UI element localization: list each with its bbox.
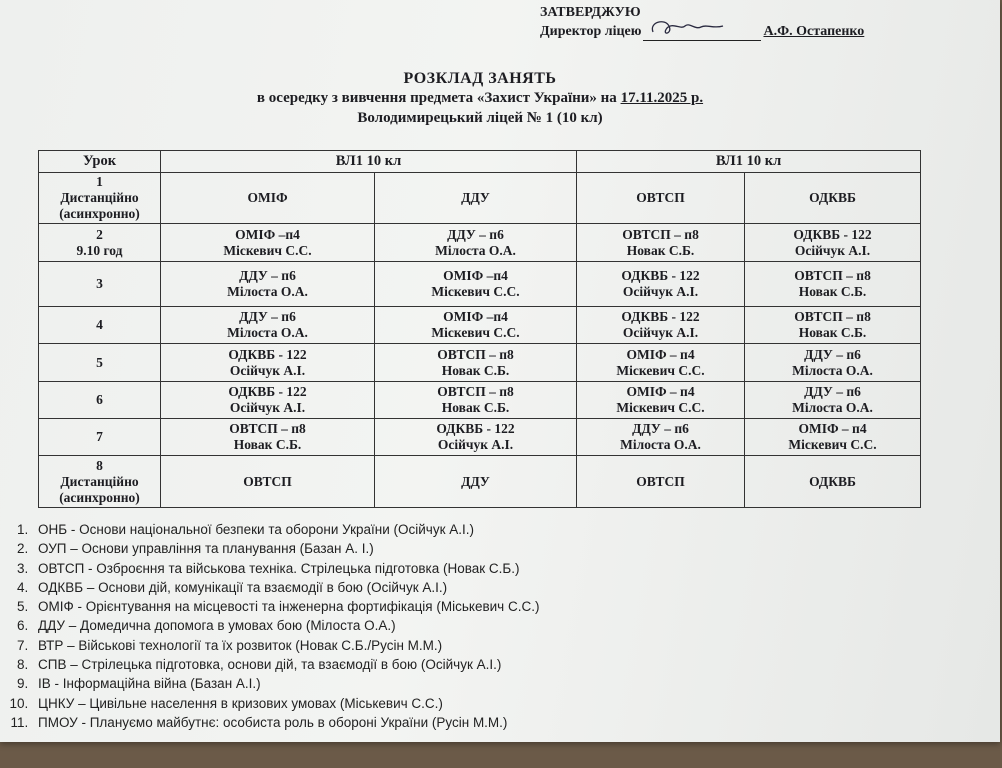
schedule-cell bbox=[161, 224, 375, 261]
subject-label: ОДКВБ bbox=[809, 473, 856, 489]
schedule-cell bbox=[375, 224, 577, 261]
legend-item: 6. ДДУ – Домедична допомога в умовах бою (Мілоста О.А.) bbox=[32, 616, 539, 635]
teacher-label: Новак С.Б. bbox=[233, 437, 302, 453]
schedule-cell bbox=[745, 456, 921, 508]
subject-label: ОМІФ – п4 bbox=[798, 421, 867, 437]
legend-item: 8. СПВ – Стрілецька підготовка, основи дій, та взаємодії в бою (Осійчук А.І.) bbox=[32, 655, 539, 674]
lesson-cell bbox=[39, 224, 161, 261]
schedule-table bbox=[38, 150, 921, 508]
subject-label: ОМІФ bbox=[247, 190, 288, 206]
schedule-cell bbox=[745, 307, 921, 344]
subject-label: ОВТСП – п8 bbox=[794, 309, 871, 325]
legend-item: 5. ОМІФ - Орієнтування на місцевості та інженерна фортифікація (Міськевич С.С.) bbox=[32, 597, 539, 616]
schedule-cell bbox=[161, 344, 375, 381]
schedule-cell bbox=[577, 381, 745, 418]
schedule-cell bbox=[745, 381, 921, 418]
table-row bbox=[39, 172, 921, 224]
teacher-label: Осійчук А.І. bbox=[229, 362, 306, 378]
teacher-label: Новак С.Б. bbox=[798, 283, 867, 299]
schedule-cell bbox=[375, 456, 577, 508]
subject-label: ДДУ – п6 bbox=[447, 226, 504, 242]
subject-label: ОДКВБ - 122 bbox=[621, 267, 700, 283]
subject-label: ОВТСП – п8 bbox=[437, 346, 514, 362]
schedule-cell bbox=[745, 418, 921, 455]
lesson-label: Дистанційно bbox=[60, 190, 139, 206]
table-row bbox=[39, 418, 921, 455]
school-name: Володимирецький ліцей № 1 (10 кл) bbox=[357, 110, 603, 126]
lesson-label: 8 bbox=[96, 457, 103, 473]
legend-item: 11. ПМОУ - Плануємо майбутнє: особиста роль в обороні України (Русін М.М.) bbox=[32, 713, 539, 732]
schedule-cell bbox=[577, 261, 745, 307]
teacher-label: Міскевич С.С. bbox=[616, 362, 705, 378]
approval-position: Директор ліцею bbox=[540, 24, 642, 39]
lesson-cell bbox=[39, 344, 161, 381]
lesson-label: 9.10 год bbox=[76, 242, 123, 258]
legend-item: 9. ІВ - Інформаційна війна (Базан А.І.) bbox=[32, 674, 539, 693]
table-row bbox=[39, 224, 921, 261]
subject-label: ДДУ – п6 bbox=[632, 421, 689, 437]
lesson-cell bbox=[39, 172, 161, 224]
legend-item: 2. ОУП – Основи управління та планування (Базан А. І.) bbox=[32, 539, 539, 558]
table-row bbox=[39, 381, 921, 418]
schedule-cell bbox=[161, 418, 375, 455]
subject-label: ОВТСП – п8 bbox=[437, 383, 514, 399]
subject-label: ОДКВБ - 122 bbox=[793, 226, 872, 242]
schedule-cell bbox=[577, 344, 745, 381]
subject-label: ОВТСП bbox=[243, 473, 292, 489]
col-header-group-b: ВЛ1 10 кл bbox=[577, 151, 921, 173]
subject-label: ОВТСП bbox=[636, 190, 685, 206]
approval-title: ЗАТВЕРДЖУЮ bbox=[540, 5, 641, 20]
teacher-label: Міскевич С.С. bbox=[788, 437, 877, 453]
subject-label: ОВТСП – п8 bbox=[622, 226, 699, 242]
teacher-label: Мілоста О.А. bbox=[792, 362, 873, 378]
lesson-label: 7 bbox=[96, 429, 103, 445]
teacher-label: Міскевич С.С. bbox=[431, 325, 520, 341]
teacher-label: Мілоста О.А. bbox=[620, 437, 701, 453]
lesson-cell bbox=[39, 456, 161, 508]
lesson-label: 5 bbox=[96, 354, 103, 370]
table-row bbox=[39, 456, 921, 508]
lesson-label: 4 bbox=[96, 317, 103, 333]
teacher-label: Осійчук А.І. bbox=[794, 242, 871, 258]
table-row bbox=[39, 261, 921, 307]
teacher-label: Мілоста О.А. bbox=[792, 399, 873, 415]
subject-label: ДДУ – п6 bbox=[804, 346, 861, 362]
subject-label: ОМІФ –п4 bbox=[235, 226, 300, 242]
subject-label: ОДКВБ - 122 bbox=[228, 383, 307, 399]
signature-scribble-icon bbox=[647, 16, 727, 38]
table-row bbox=[39, 344, 921, 381]
schedule-cell bbox=[161, 261, 375, 307]
subject-label: ОМІФ – п4 bbox=[626, 346, 695, 362]
lesson-cell bbox=[39, 307, 161, 344]
schedule-cell bbox=[161, 307, 375, 344]
teacher-label: Новак С.Б. bbox=[441, 399, 510, 415]
schedule-cell bbox=[375, 381, 577, 418]
subject-label: ОВТСП – п8 bbox=[229, 421, 306, 437]
signature bbox=[643, 22, 761, 41]
teacher-label: Міскевич С.С. bbox=[616, 399, 705, 415]
subject-label: ДДУ bbox=[461, 190, 490, 206]
schedule-cell bbox=[577, 418, 745, 455]
director-name: А.Ф. Остапенко bbox=[763, 24, 865, 39]
subject-label: ДДУ bbox=[461, 473, 490, 489]
schedule-cell bbox=[577, 172, 745, 224]
page-subtitle bbox=[0, 90, 960, 107]
subject-label: ОДКВБ - 122 bbox=[436, 421, 515, 437]
teacher-label: Осійчук А.І. bbox=[622, 283, 699, 299]
legend-item: 7. ВТР – Військові технології та їх розвиток (Новак С.Б./Русін М.М.) bbox=[32, 636, 539, 655]
subject-label: ОМІФ – п4 bbox=[626, 383, 695, 399]
lesson-cell bbox=[39, 261, 161, 307]
lesson-label: 2 bbox=[96, 226, 103, 242]
lesson-label: 6 bbox=[96, 391, 103, 407]
schedule-cell bbox=[745, 344, 921, 381]
schedule-cell bbox=[375, 261, 577, 307]
schedule-cell bbox=[161, 172, 375, 224]
schedule-cell bbox=[375, 418, 577, 455]
schedule-cell bbox=[745, 172, 921, 224]
lesson-cell bbox=[39, 381, 161, 418]
subject-label: ОМІФ –п4 bbox=[443, 309, 508, 325]
teacher-label: Мілоста О.А. bbox=[435, 242, 516, 258]
schedule-cell bbox=[375, 307, 577, 344]
teacher-label: Міскевич С.С. bbox=[431, 283, 520, 299]
schedule-cell bbox=[577, 456, 745, 508]
teacher-label: Новак С.Б. bbox=[798, 325, 867, 341]
subject-label: ДДУ – п6 bbox=[804, 383, 861, 399]
teacher-label: Осійчук А.І. bbox=[622, 325, 699, 341]
schedule-cell bbox=[577, 307, 745, 344]
subject-label: ОВТСП bbox=[636, 473, 685, 489]
legend-item: 4. ОДКВБ – Основи дій, комунікації та взаємодії в бою (Осійчук А.І.) bbox=[32, 578, 539, 597]
subject-label: ОДКВБ - 122 bbox=[621, 309, 700, 325]
schedule-cell bbox=[375, 344, 577, 381]
subject-label: ОДКВБ - 122 bbox=[228, 346, 307, 362]
subject-label: ДДУ – п6 bbox=[239, 309, 296, 325]
subject-label: ОДКВБ bbox=[809, 190, 856, 206]
subtitle-text: в осередку з вивчення предмета «Захист України» на bbox=[256, 90, 621, 106]
teacher-label: Мілоста О.А. bbox=[227, 283, 308, 299]
approval-block bbox=[540, 4, 864, 41]
page-title: РОЗКЛАД ЗАНЯТЬ bbox=[403, 70, 557, 87]
lesson-label: (асинхронно) bbox=[59, 206, 140, 222]
lesson-label: 1 bbox=[96, 174, 103, 190]
lesson-label: 3 bbox=[96, 275, 103, 291]
schedule-date: 17.11.2025 р. bbox=[620, 90, 704, 106]
teacher-label: Новак С.Б. bbox=[626, 242, 695, 258]
abbreviations-legend bbox=[14, 520, 539, 732]
legend-item: 10. ЦНКУ – Цивільне населення в кризових умовах (Міськевич С.С.) bbox=[32, 694, 539, 713]
teacher-label: Новак С.Б. bbox=[441, 362, 510, 378]
lesson-cell bbox=[39, 418, 161, 455]
col-header-group-a: ВЛ1 10 кл bbox=[161, 151, 577, 173]
teacher-label: Осійчук А.І. bbox=[229, 399, 306, 415]
schedule-cell bbox=[375, 172, 577, 224]
subject-label: ОМІФ –п4 bbox=[443, 267, 508, 283]
legend-item: 3. ОВТСП - Озброєння та військова техніка. Стрілецька підготовка (Новак С.Б.) bbox=[32, 559, 539, 578]
col-header-lesson: Урок bbox=[39, 151, 161, 173]
schedule-cell bbox=[161, 381, 375, 418]
schedule-cell bbox=[745, 261, 921, 307]
schedule-cell bbox=[577, 224, 745, 261]
subject-label: ОВТСП – п8 bbox=[794, 267, 871, 283]
lesson-label: Дистанційно bbox=[60, 473, 139, 489]
teacher-label: Міскевич С.С. bbox=[223, 242, 312, 258]
lesson-label: (асинхронно) bbox=[59, 489, 140, 505]
teacher-label: Мілоста О.А. bbox=[227, 325, 308, 341]
subject-label: ДДУ – п6 bbox=[239, 267, 296, 283]
legend-item: 1. ОНБ - Основи національної безпеки та оборони України (Осійчук А.І.) bbox=[32, 520, 539, 539]
schedule-cell bbox=[745, 224, 921, 261]
teacher-label: Осійчук А.І. bbox=[437, 437, 514, 453]
schedule-cell bbox=[161, 456, 375, 508]
table-row bbox=[39, 307, 921, 344]
